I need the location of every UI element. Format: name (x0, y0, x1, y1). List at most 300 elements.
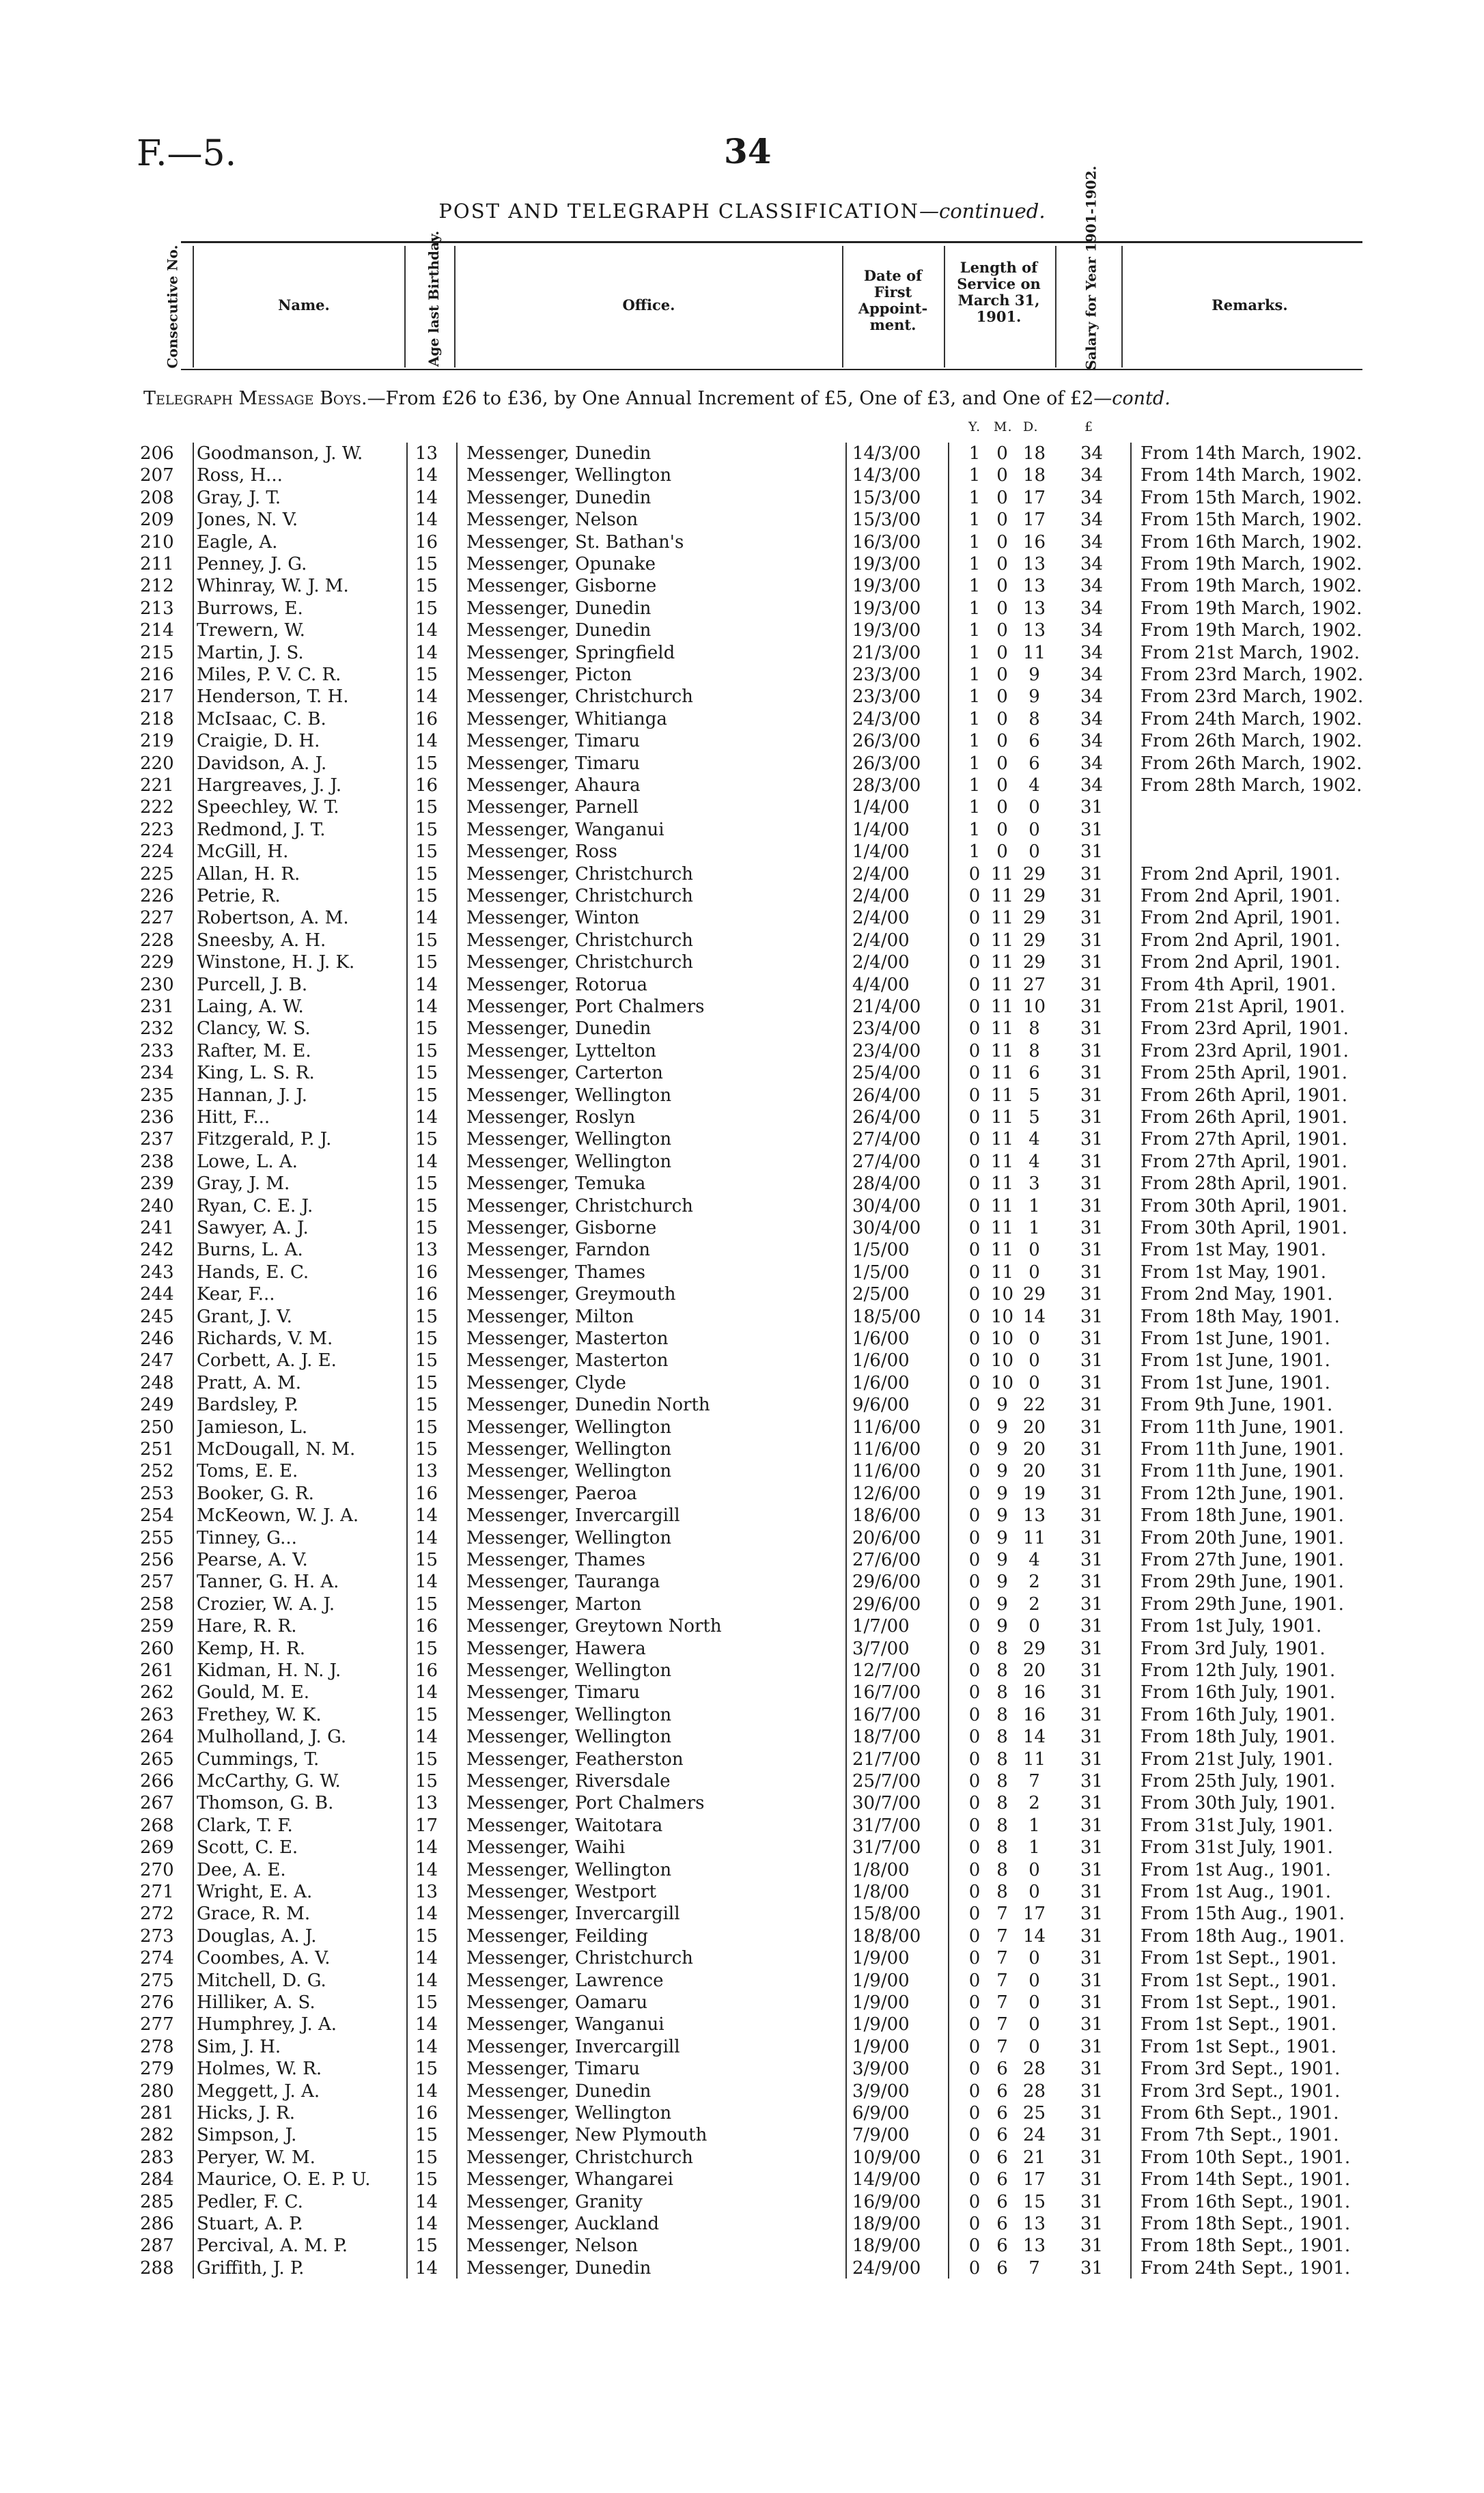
row-office: Messenger, Wellington (466, 2103, 672, 2123)
row-remarks: From 1st Aug., 1901. (1140, 1859, 1332, 1880)
row-appointment-date: 1/9/00 (852, 2014, 910, 2035)
row-appointment-date: 29/6/00 (852, 1572, 921, 1593)
row-service-years: 0 (968, 2014, 981, 2035)
row-number: 216 (140, 665, 174, 685)
table-row (0, 509, 1484, 531)
row-number: 269 (140, 1837, 174, 1858)
row-number: 253 (140, 1483, 174, 1504)
row-service-days: 1 (1028, 1218, 1040, 1238)
row-service-months: 8 (996, 1771, 1008, 1792)
row-remarks: From 2nd May, 1901. (1140, 1284, 1333, 1305)
row-service-years: 0 (968, 863, 981, 885)
row-number: 271 (140, 1882, 174, 1902)
row-name: Trewern, W. (197, 620, 305, 641)
row-remarks: From 27th June, 1901. (1140, 1550, 1344, 1570)
row-office: Messenger, Timaru (466, 1682, 640, 1703)
row-service-days: 15 (1022, 2191, 1046, 2212)
row-number: 232 (140, 1018, 174, 1040)
row-remarks: From 1st July, 1901. (1140, 1616, 1322, 1637)
row-service-months: 11 (990, 1195, 1014, 1216)
row-remarks: From 1st Sept., 1901. (1140, 2036, 1337, 2057)
table-row (0, 1394, 1484, 1416)
row-office: Messenger, Tauranga (466, 1572, 660, 1593)
row-name: Sneesby, A. H. (197, 930, 326, 951)
row-service-months: 0 (996, 819, 1008, 840)
row-office: Messenger, Oamaru (466, 1992, 648, 2013)
row-service-years: 0 (968, 1793, 981, 1814)
column-header-length: Length of Service on March 31, 1901. (957, 259, 1041, 325)
row-age: 15 (415, 1417, 438, 1438)
row-office: Messenger, Picton (466, 665, 632, 685)
row-age: 15 (415, 819, 438, 840)
row-name: McGill, H. (197, 841, 289, 863)
row-service-months: 6 (996, 2125, 1008, 2146)
row-service-years: 1 (968, 797, 981, 818)
row-service-days: 0 (1028, 2014, 1040, 2035)
table-row (0, 1925, 1484, 1947)
row-office: Messenger, Winton (466, 908, 640, 929)
row-number: 238 (140, 1151, 174, 1172)
row-age: 14 (415, 642, 438, 663)
row-service-days: 7 (1028, 1771, 1040, 1792)
row-service-years: 0 (968, 1195, 981, 1216)
row-salary: 31 (1080, 1660, 1104, 1681)
row-name: Hands, E. C. (197, 1262, 309, 1283)
row-name: Miles, P. V. C. R. (197, 665, 341, 685)
row-number: 260 (140, 1638, 174, 1659)
row-age: 15 (415, 1771, 438, 1792)
row-remarks: From 30th July, 1901. (1140, 1793, 1336, 1814)
row-salary: 31 (1080, 1018, 1104, 1040)
row-office: Messenger, Dunedin North (466, 1395, 710, 1416)
row-remarks: From 7th Sept., 1901. (1140, 2125, 1339, 2146)
row-service-months: 6 (996, 2147, 1008, 2168)
row-service-years: 0 (968, 1107, 981, 1128)
row-age: 14 (415, 1727, 438, 1748)
row-service-years: 1 (968, 465, 981, 486)
row-salary: 31 (1080, 2257, 1104, 2279)
table-row (0, 2036, 1484, 2058)
row-appointment-date: 24/3/00 (852, 708, 921, 729)
table-row (0, 1881, 1484, 1903)
row-service-months: 0 (996, 531, 1008, 553)
row-service-days: 13 (1022, 554, 1046, 574)
row-age: 14 (415, 620, 438, 641)
row-office: Messenger, Wellington (466, 1527, 672, 1548)
row-appointment-date: 18/9/00 (852, 2214, 921, 2234)
row-service-months: 6 (996, 2214, 1008, 2234)
row-age: 16 (415, 1483, 438, 1504)
row-number: 280 (140, 2080, 174, 2102)
table-row (0, 2124, 1484, 2146)
row-salary: 31 (1080, 2103, 1104, 2123)
row-service-days: 11 (1022, 1527, 1046, 1548)
row-service-months: 7 (996, 2036, 1008, 2057)
row-salary: 31 (1080, 2059, 1104, 2080)
table-row (0, 2014, 1484, 2035)
column-header-salary: Salary for Year 1901-1902. (1082, 165, 1100, 370)
row-number: 254 (140, 1505, 174, 1527)
row-number: 284 (140, 2169, 174, 2190)
row-remarks: From 3rd July, 1901. (1140, 1638, 1326, 1659)
table-row (0, 863, 1484, 885)
row-service-years: 0 (968, 1925, 981, 1947)
row-name: Pearse, A. V. (197, 1550, 308, 1570)
row-office: Messenger, Nelson (466, 2236, 639, 2257)
row-name: King, L. S. R. (197, 1063, 315, 1084)
row-number: 223 (140, 819, 174, 840)
row-service-months: 8 (996, 1704, 1008, 1725)
row-office: Messenger, Port Chalmers (466, 997, 705, 1017)
row-salary: 34 (1080, 487, 1104, 508)
row-office: Messenger, Invercargill (466, 1505, 680, 1527)
row-remarks: From 21st March, 1902. (1140, 642, 1360, 663)
row-service-years: 1 (968, 531, 981, 553)
row-remarks: From 1st June, 1901. (1140, 1350, 1330, 1371)
column-header-age: Age last Birthday. (425, 230, 442, 367)
table-row (0, 1239, 1484, 1261)
row-appointment-date: 1/9/00 (852, 1948, 910, 1969)
row-remarks: From 11th June, 1901. (1140, 1417, 1344, 1438)
row-service-months: 0 (996, 620, 1008, 641)
row-number: 267 (140, 1793, 174, 1814)
table-row (0, 1593, 1484, 1615)
page-reference: F.—5. (137, 133, 237, 174)
row-office: Messenger, Marton (466, 1593, 642, 1615)
row-service-days: 22 (1022, 1395, 1046, 1416)
row-service-days: 0 (1028, 819, 1040, 840)
row-remarks: From 2nd April, 1901. (1140, 908, 1341, 929)
row-name: Allan, H. R. (197, 863, 300, 885)
document-title (0, 199, 1484, 223)
row-appointment-date: 9/6/00 (852, 1395, 910, 1416)
table-row (0, 1085, 1484, 1106)
row-name: Ryan, C. E. J. (197, 1195, 313, 1216)
row-office: Messenger, Christchurch (466, 2147, 693, 2168)
row-name: Bardsley, P. (197, 1395, 298, 1416)
table-row (0, 1151, 1484, 1173)
row-age: 16 (415, 531, 438, 553)
table-row (0, 841, 1484, 863)
row-age: 14 (415, 2214, 438, 2234)
row-remarks: From 11th June, 1901. (1140, 1461, 1344, 1482)
row-age: 15 (415, 1395, 438, 1416)
row-service-days: 27 (1022, 974, 1046, 995)
row-salary: 31 (1080, 1771, 1104, 1792)
column-header-remarks: Remarks. (1212, 296, 1288, 314)
row-age: 15 (415, 1328, 438, 1349)
row-service-years: 0 (968, 1837, 981, 1858)
row-number: 214 (140, 620, 174, 641)
row-name: Goodmanson, J. W. (197, 443, 363, 464)
row-appointment-date: 15/3/00 (852, 510, 921, 531)
row-service-years: 0 (968, 1660, 981, 1681)
row-service-months: 9 (996, 1439, 1008, 1460)
row-appointment-date: 1/8/00 (852, 1859, 910, 1880)
row-service-months: 6 (996, 2257, 1008, 2279)
row-salary: 31 (1080, 1240, 1104, 1261)
table-row (0, 598, 1484, 619)
row-salary: 31 (1080, 1151, 1104, 1172)
row-salary: 31 (1080, 2169, 1104, 2190)
row-name: Sim, J. H. (197, 2036, 281, 2057)
row-service-days: 6 (1028, 1063, 1040, 1084)
row-service-years: 1 (968, 819, 981, 840)
row-age: 15 (415, 1040, 438, 1061)
row-service-months: 8 (996, 1882, 1008, 1902)
row-salary: 31 (1080, 1550, 1104, 1570)
row-age: 13 (415, 1793, 438, 1814)
row-name: Coombes, A. V. (197, 1948, 331, 1969)
table-row (0, 1195, 1484, 1217)
row-remarks: From 18th Aug., 1901. (1140, 1925, 1345, 1947)
table-row (0, 1128, 1484, 1150)
row-age: 14 (415, 1948, 438, 1969)
row-service-days: 29 (1022, 1638, 1046, 1659)
row-service-years: 0 (968, 2169, 981, 2190)
unit-pound: £ (1084, 419, 1094, 434)
row-service-months: 0 (996, 465, 1008, 486)
table-row (0, 1638, 1484, 1660)
row-salary: 34 (1080, 775, 1104, 796)
row-name: Toms, E. E. (197, 1461, 298, 1482)
table-row (0, 1704, 1484, 1726)
row-name: Pratt, A. M. (197, 1372, 302, 1393)
row-salary: 31 (1080, 2036, 1104, 2057)
row-service-years: 0 (968, 1350, 981, 1371)
row-office: Messenger, Wellington (466, 1704, 672, 1725)
row-remarks: From 15th March, 1902. (1140, 487, 1362, 508)
row-appointment-date: 15/8/00 (852, 1904, 921, 1925)
row-service-years: 0 (968, 2214, 981, 2234)
row-salary: 31 (1080, 1483, 1104, 1504)
row-service-years: 0 (968, 1616, 981, 1637)
row-salary: 34 (1080, 531, 1104, 553)
row-office: Messenger, Temuka (466, 1173, 646, 1195)
row-age: 14 (415, 1682, 438, 1703)
row-name: Gould, M. E. (197, 1682, 310, 1703)
row-salary: 31 (1080, 1063, 1104, 1084)
row-office: Messenger, Thames (466, 1262, 645, 1283)
row-service-days: 14 (1022, 1925, 1046, 1947)
row-number: 268 (140, 1815, 174, 1836)
row-name: Simpson, J. (197, 2125, 297, 2146)
row-service-years: 1 (968, 731, 981, 752)
table-row (0, 443, 1484, 464)
row-age: 14 (415, 1904, 438, 1925)
row-name: Tinney, G... (197, 1527, 297, 1548)
row-name: Thomson, G. B. (197, 1793, 334, 1814)
row-service-months: 9 (996, 1550, 1008, 1570)
row-remarks: From 29th June, 1901. (1140, 1593, 1344, 1615)
row-appointment-date: 2/4/00 (852, 886, 910, 906)
row-appointment-date: 1/7/00 (852, 1616, 910, 1637)
row-salary: 31 (1080, 908, 1104, 929)
row-number: 215 (140, 642, 174, 663)
row-service-years: 0 (968, 997, 981, 1017)
row-office: Messenger, Feilding (466, 1925, 648, 1947)
row-appointment-date: 21/4/00 (852, 997, 921, 1017)
row-appointment-date: 28/4/00 (852, 1173, 921, 1195)
row-appointment-date: 12/6/00 (852, 1483, 921, 1504)
row-service-months: 0 (996, 487, 1008, 508)
row-service-years: 1 (968, 620, 981, 641)
row-age: 14 (415, 1970, 438, 1991)
row-remarks: From 1st Aug., 1901. (1140, 1882, 1332, 1902)
row-appointment-date: 25/7/00 (852, 1771, 921, 1792)
row-office: Messenger, Christchurch (466, 1195, 693, 1216)
row-service-months: 9 (996, 1483, 1008, 1504)
row-service-years: 1 (968, 443, 981, 464)
row-service-months: 7 (996, 1970, 1008, 1991)
row-remarks: From 1st June, 1901. (1140, 1328, 1330, 1349)
row-salary: 31 (1080, 797, 1104, 818)
row-salary: 31 (1080, 1616, 1104, 1637)
row-service-years: 0 (968, 1173, 981, 1195)
row-salary: 31 (1080, 1306, 1104, 1327)
row-name: Burrows, E. (197, 598, 303, 619)
row-service-years: 0 (968, 2125, 981, 2146)
row-service-days: 11 (1022, 642, 1046, 663)
row-remarks: From 23rd April, 1901. (1140, 1040, 1349, 1061)
row-service-months: 11 (990, 1262, 1014, 1283)
row-service-days: 0 (1028, 841, 1040, 863)
row-number: 224 (140, 841, 174, 863)
row-appointment-date: 2/4/00 (852, 863, 910, 885)
row-appointment-date: 1/9/00 (852, 2036, 910, 2057)
row-service-years: 1 (968, 598, 981, 619)
table-row (0, 1549, 1484, 1571)
row-name: Petrie, R. (197, 886, 281, 906)
row-office: Messenger, Christchurch (466, 886, 693, 906)
row-appointment-date: 4/4/00 (852, 974, 910, 995)
row-remarks: From 2nd April, 1901. (1140, 930, 1341, 951)
page-number: 34 (724, 131, 772, 171)
row-number: 270 (140, 1859, 174, 1880)
row-name: McDougall, N. M. (197, 1439, 356, 1460)
table-row (0, 1306, 1484, 1328)
row-office: Messenger, Dunedin (466, 598, 652, 619)
row-number: 273 (140, 1925, 174, 1947)
row-remarks: From 19th March, 1902. (1140, 620, 1362, 641)
row-office: Messenger, Wellington (466, 1461, 672, 1482)
row-remarks: From 19th March, 1902. (1140, 576, 1362, 597)
row-age: 16 (415, 1616, 438, 1637)
row-office: Messenger, Wellington (466, 1727, 672, 1748)
row-office: Messenger, Dunedin (466, 1018, 652, 1040)
row-salary: 31 (1080, 1218, 1104, 1238)
row-service-years: 0 (968, 2103, 981, 2123)
row-service-years: 0 (968, 974, 981, 995)
row-name: Hicks, J. R. (197, 2103, 295, 2123)
row-service-months: 11 (990, 1063, 1014, 1084)
row-number: 285 (140, 2191, 174, 2212)
row-appointment-date: 23/3/00 (852, 686, 921, 708)
row-service-years: 1 (968, 753, 981, 774)
row-age: 15 (415, 797, 438, 818)
row-salary: 31 (1080, 997, 1104, 1017)
row-service-months: 6 (996, 2080, 1008, 2102)
row-age: 15 (415, 863, 438, 885)
row-office: Messenger, New Plymouth (466, 2125, 708, 2146)
row-age: 15 (415, 1129, 438, 1150)
row-name: Robertson, A. M. (197, 908, 349, 929)
row-salary: 31 (1080, 1439, 1104, 1460)
row-service-months: 11 (990, 930, 1014, 951)
row-service-years: 0 (968, 1638, 981, 1659)
row-appointment-date: 18/5/00 (852, 1306, 921, 1327)
row-age: 14 (415, 1837, 438, 1858)
row-name: Davidson, A. J. (197, 753, 327, 774)
row-age: 14 (415, 908, 438, 929)
row-service-months: 11 (990, 1240, 1014, 1261)
row-name: Hare, R. R. (197, 1616, 297, 1637)
row-appointment-date: 30/4/00 (852, 1195, 921, 1216)
row-service-days: 9 (1028, 686, 1040, 708)
row-service-days: 0 (1028, 1240, 1040, 1261)
row-appointment-date: 1/6/00 (852, 1350, 910, 1371)
row-number: 233 (140, 1040, 174, 1061)
row-salary: 34 (1080, 510, 1104, 531)
title-continued: —continued. (919, 199, 1046, 223)
row-appointment-date: 1/4/00 (852, 841, 910, 863)
row-salary: 31 (1080, 1195, 1104, 1216)
row-age: 14 (415, 2014, 438, 2035)
row-name: Pedler, F. C. (197, 2191, 303, 2212)
row-service-days: 20 (1022, 1439, 1046, 1460)
row-service-days: 1 (1028, 1195, 1040, 1216)
row-service-years: 0 (968, 886, 981, 906)
row-appointment-date: 29/6/00 (852, 1593, 921, 1615)
row-appointment-date: 16/7/00 (852, 1682, 921, 1703)
header-divider (193, 246, 194, 367)
row-name: Grace, R. M. (197, 1904, 311, 1925)
row-age: 15 (415, 753, 438, 774)
row-service-months: 10 (990, 1350, 1014, 1371)
table-row (0, 1350, 1484, 1371)
section-heading (143, 388, 1171, 409)
table-row (0, 642, 1484, 664)
row-remarks: From 16th July, 1901. (1140, 1682, 1336, 1703)
row-service-days: 0 (1028, 1616, 1040, 1637)
row-name: Lowe, L. A. (197, 1151, 298, 1172)
row-service-days: 13 (1022, 598, 1046, 619)
row-age: 16 (415, 708, 438, 729)
row-appointment-date: 23/4/00 (852, 1018, 921, 1040)
row-age: 13 (415, 1882, 438, 1902)
row-service-months: 11 (990, 886, 1014, 906)
row-appointment-date: 16/9/00 (852, 2191, 921, 2212)
column-header-date: Date of First Appoint- ment. (858, 267, 928, 333)
row-service-days: 16 (1022, 1704, 1046, 1725)
row-service-years: 0 (968, 1593, 981, 1615)
row-remarks: From 28th March, 1902. (1140, 775, 1362, 796)
row-name: Crozier, W. A. J. (197, 1593, 335, 1615)
row-service-months: 7 (996, 1992, 1008, 2013)
row-service-years: 1 (968, 510, 981, 531)
row-service-months: 8 (996, 1727, 1008, 1748)
row-service-days: 0 (1028, 1970, 1040, 1991)
row-number: 244 (140, 1284, 174, 1305)
row-remarks: From 31st July, 1901. (1140, 1837, 1333, 1858)
header-divider (1121, 246, 1123, 367)
row-name: Rafter, M. E. (197, 1040, 311, 1061)
row-service-days: 13 (1022, 620, 1046, 641)
row-salary: 34 (1080, 598, 1104, 619)
row-number: 229 (140, 952, 174, 973)
row-service-years: 1 (968, 665, 981, 685)
row-remarks: From 19th March, 1902. (1140, 598, 1362, 619)
